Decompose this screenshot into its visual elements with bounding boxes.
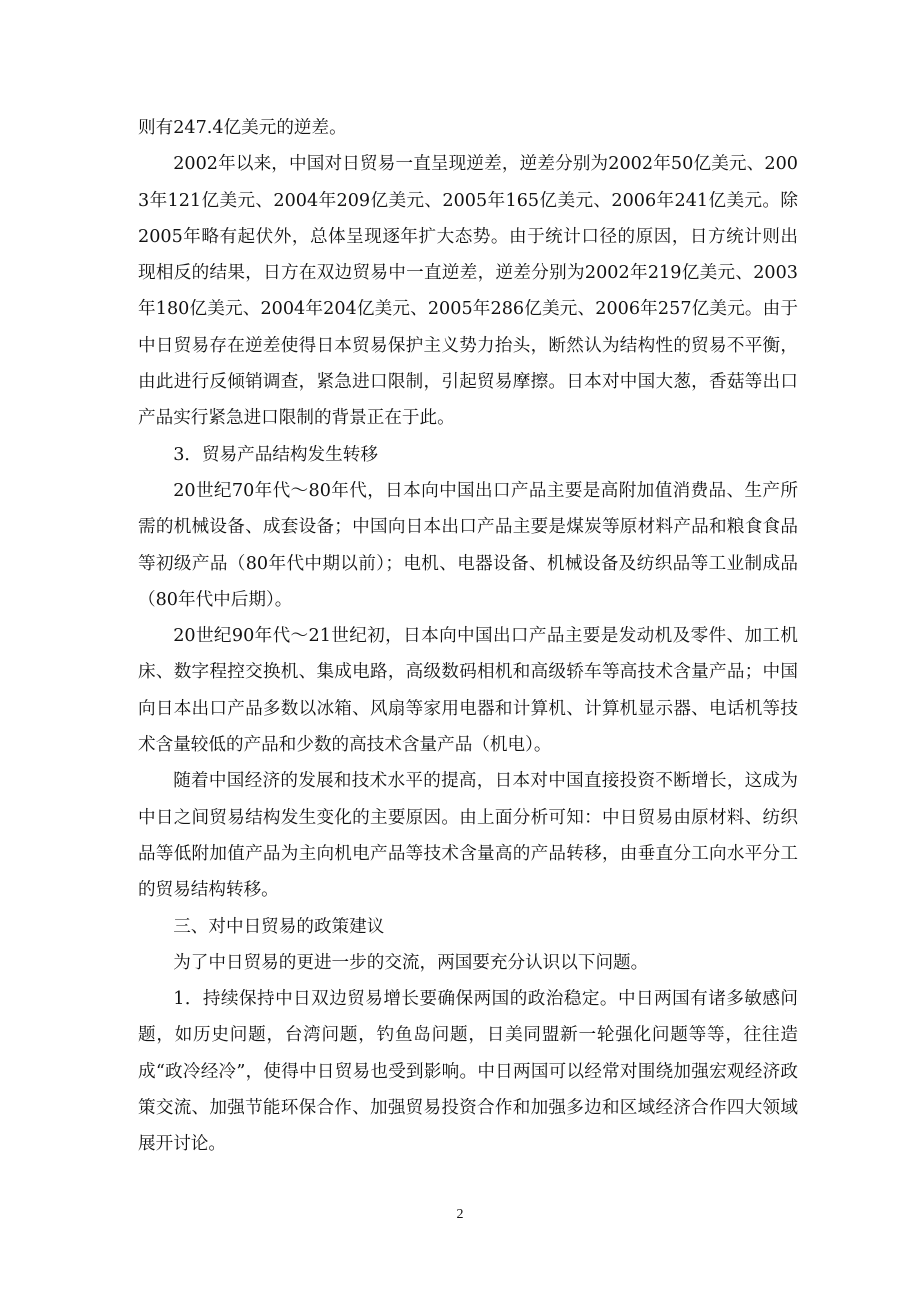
- paragraph-trade-structure-change: 随着中国经济的发展和技术水平的提高，日本对中国直接投资不断增长，这成为中日之间贸易结构发生变化的主要原因。由上面分析可知：中日贸易由原材料、纺织品等低附加值产品为主向机电产品等技术含量高的产品转移，由垂直分工向水平分工的贸易结构转移。: [138, 771, 798, 901]
- paragraph-1970s-1980s-trade: 20世纪70年代～80年代，日本向中国出口产品主要是高附加值消费品、生产所需的机械设备、成套设备；中国向日本出口产品主要是煤炭等原材料产品和粮食食品等初级产品（80年代中期以前）；电机、电器设备、机械设备及纺织品等工业制成品（80年代中后期）。: [138, 480, 798, 610]
- section-heading-policy-recommendations: 三、对中日贸易的政策建议: [173, 916, 385, 937]
- paragraph-trade-deficit-since-2002: 2002年以来，中国对日贸易一直呈现逆差，逆差分别为2002年50亿美元、2003年121亿美元、2004年209亿美元、2005年165亿美元、2006年241亿美元。除2005年略有起伏外，总体呈现逐年扩大态势。由于统计口径的原因，日方统计则出现相反的结果，日方在双边贸易中一直逆差，逆差分别为2002年219亿美元、2003年180亿美元、2004年204亿美元、2005年286亿美元、2006年257亿美元。由于中日贸易存在逆差使得日本贸易保护主义势力抬头，断然认为结构性的贸易不平衡，由此进行反倾销调查，紧急进口限制，引起贸易摩擦。日本对中国大葱，香菇等出口产品实行紧急进口限制的背景正在于此。: [138, 154, 798, 429]
- paragraph-policy-intro: 为了中日贸易的更进一步的交流，两国要充分认识以下问题。: [173, 952, 649, 973]
- document-body: [138, 110, 798, 1163]
- paragraph-trade-deficit-continuation: 则有247.4亿美元的逆差。: [138, 118, 347, 138]
- paragraph-policy-point-1: 1．持续保持中日双边贸易增长要确保两国的政治稳定。中日两国有诸多敏感问题，如历史问题，台湾问题，钓鱼岛问题，日美同盟新一轮强化问题等等，往往造成“政冷经冷”，使得中日贸易也受到影响。中日两国可以经常对围绕加强宏观经济政策交流、加强节能环保合作、加强贸易投资合作和加强多边和区域经济合作四大领域展开讨论。: [138, 989, 798, 1155]
- paragraph-1990s-2000s-trade: 20世纪90年代～21世纪初，日本向中国出口产品主要是发动机及零件、加工机床、数字程控交换机、集成电路，高级数码相机和高级轿车等高技术含量产品；中国向日本出口产品多数以冰箱、风扇等家用电器和计算机、计算机显示器、电话机等技术含量较低的产品和少数的高技术含量产品（机电）。: [138, 626, 798, 756]
- page-number: 2: [456, 1207, 464, 1222]
- section-heading-product-structure: 3．贸易产品结构发生转移: [173, 444, 378, 465]
